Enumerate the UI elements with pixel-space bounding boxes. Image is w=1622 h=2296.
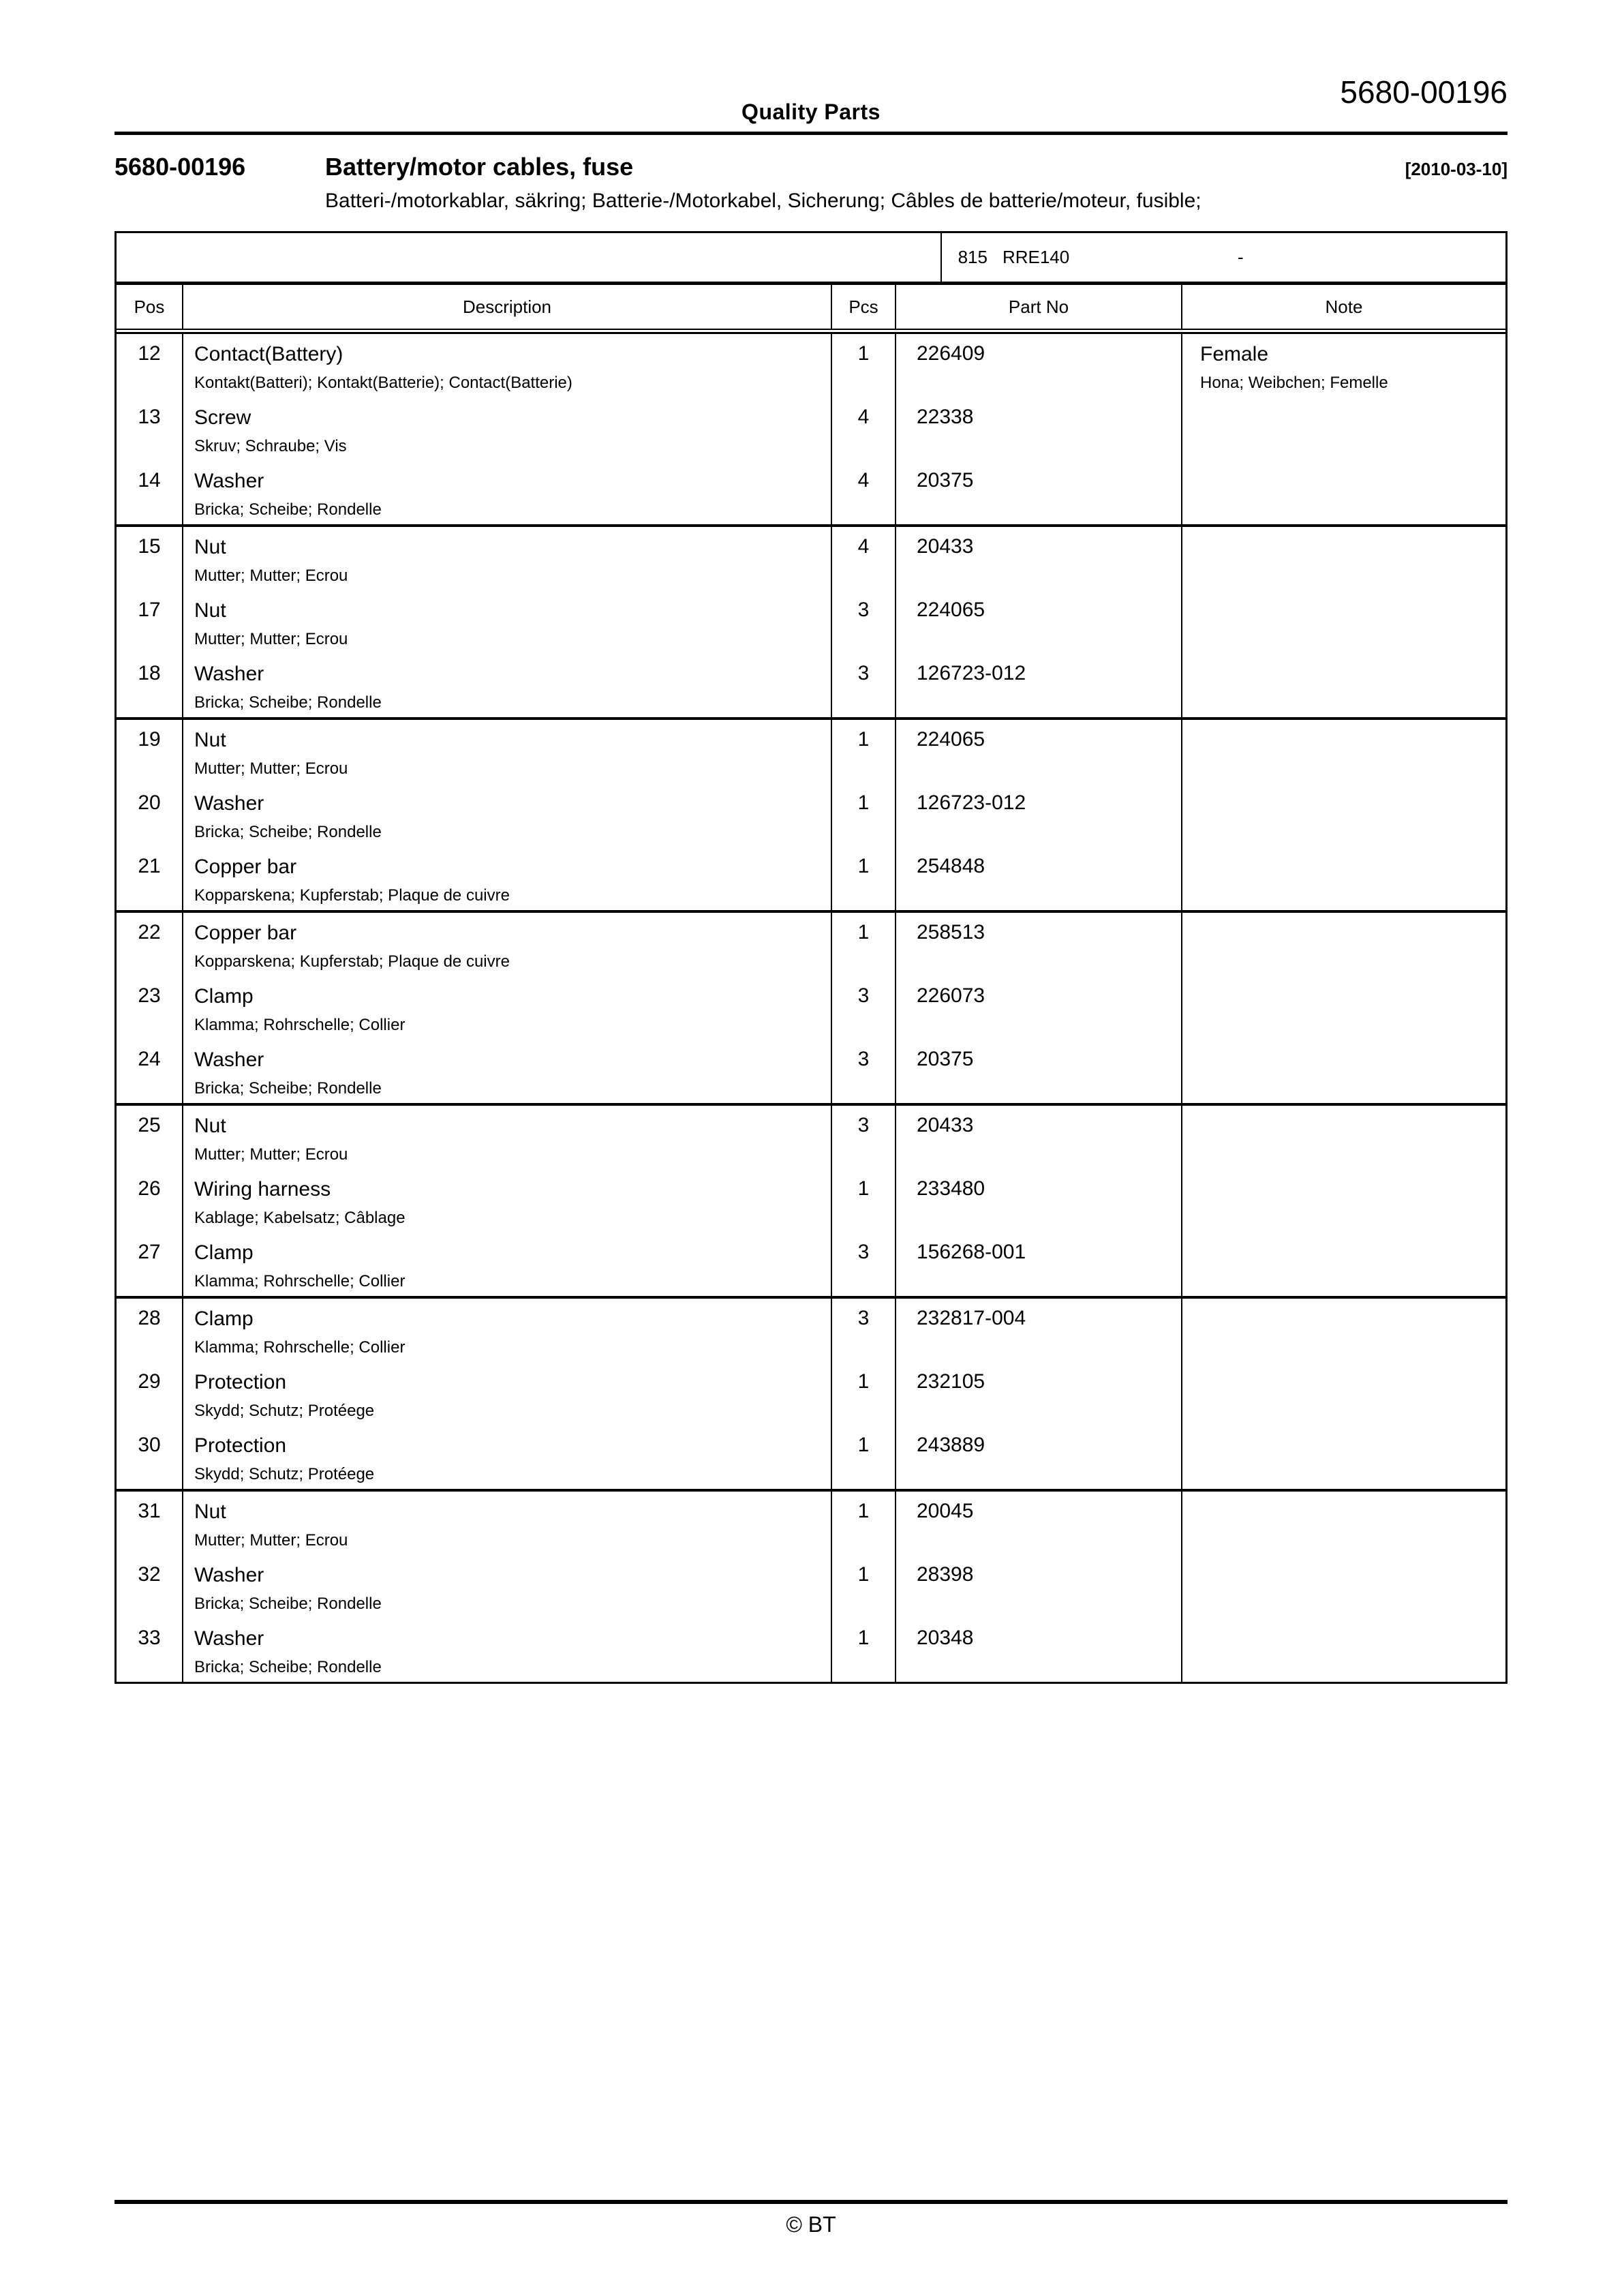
pos-value: 14 <box>138 469 161 492</box>
part-no-value: 22338 <box>917 406 974 428</box>
cell-part-no <box>895 720 1181 783</box>
description-translations: Bricka; Scheibe; Rondelle <box>194 693 382 712</box>
part-no-value: 224065 <box>917 599 985 621</box>
part-no-value: 233480 <box>917 1177 985 1200</box>
pcs-value: 3 <box>857 1307 870 1329</box>
cell-pcs <box>831 1233 895 1296</box>
model-cell <box>942 233 1505 282</box>
cell-description <box>182 461 831 524</box>
pos-value: 21 <box>138 855 161 877</box>
cell-pos <box>117 783 182 847</box>
cell-part-no <box>895 913 1181 976</box>
description-translations: Klamma; Rohrschelle; Collier <box>194 1016 406 1034</box>
part-no-value: 226409 <box>917 342 985 365</box>
description-translations: Bricka; Scheibe; Rondelle <box>194 823 382 841</box>
pos-value: 28 <box>138 1307 161 1329</box>
cell-description <box>182 1425 831 1489</box>
description-translations: Klamma; Rohrschelle; Collier <box>194 1272 406 1290</box>
description-text: Contact(Battery) <box>194 343 343 365</box>
cell-pcs <box>831 1299 895 1362</box>
cell-part-no <box>895 1233 1181 1296</box>
cell-note <box>1181 1169 1505 1233</box>
parts-group <box>117 1296 1505 1489</box>
pcs-value: 1 <box>857 855 870 877</box>
table-row <box>117 1299 1505 1362</box>
pcs-value: 1 <box>857 1434 870 1456</box>
description-text: Washer <box>194 1048 264 1071</box>
cell-part-no <box>895 397 1181 461</box>
description-text: Nut <box>194 536 226 558</box>
table-row <box>117 397 1505 461</box>
description-translations: Mutter; Mutter; Ecrou <box>194 1531 348 1550</box>
parts-group <box>117 910 1505 1103</box>
page-content <box>114 0 1508 2296</box>
parts-group <box>117 524 1505 717</box>
part-no-value: 20375 <box>917 469 974 492</box>
parts-table <box>114 231 1508 1684</box>
cell-pcs <box>831 334 895 397</box>
part-no-value: 126723-012 <box>917 662 1026 684</box>
cell-pcs <box>831 1040 895 1103</box>
part-no-value: 20433 <box>917 1114 974 1136</box>
model-serial-range: - <box>1237 247 1244 267</box>
cell-description <box>182 334 831 397</box>
cell-note <box>1181 590 1505 654</box>
cell-part-no <box>895 1618 1181 1682</box>
description-translations: Mutter; Mutter; Ecrou <box>194 567 348 585</box>
description-text: Nut <box>194 1115 226 1137</box>
description-text: Clamp <box>194 1241 254 1264</box>
parts-group <box>117 334 1505 524</box>
description-text: Washer <box>194 1564 264 1586</box>
pos-value: 33 <box>138 1627 161 1649</box>
cell-description <box>182 1492 831 1555</box>
part-no-value: 156268-001 <box>917 1241 1026 1263</box>
cell-note <box>1181 783 1505 847</box>
description-translations: Skydd; Schutz; Protéege <box>194 1465 375 1483</box>
cell-note <box>1181 1555 1505 1618</box>
cell-pcs <box>831 397 895 461</box>
cell-note <box>1181 527 1505 590</box>
description-translations: Skydd; Schutz; Protéege <box>194 1402 375 1420</box>
cell-note <box>1181 1233 1505 1296</box>
description-translations: Kontakt(Batteri); Kontakt(Batterie); Contact(Batterie) <box>194 374 572 392</box>
part-no-value: 28398 <box>917 1563 974 1586</box>
note-text: Female <box>1200 343 1269 365</box>
cell-description <box>182 1169 831 1233</box>
col-header-pos: Pos <box>134 296 165 317</box>
pos-value: 24 <box>138 1048 161 1070</box>
cell-pcs <box>831 783 895 847</box>
description-translations: Kopparskena; Kupferstab; Plaque de cuivre <box>194 952 510 971</box>
cell-part-no <box>895 783 1181 847</box>
cell-pos <box>117 1233 182 1296</box>
col-header-note: Note <box>1181 285 1505 329</box>
cell-part-no <box>895 590 1181 654</box>
cell-pcs <box>831 1618 895 1682</box>
pos-value: 18 <box>138 662 161 684</box>
pcs-value: 3 <box>857 1048 870 1070</box>
cell-pos <box>117 1362 182 1425</box>
description-text: Clamp <box>194 985 254 1008</box>
table-row <box>117 1555 1505 1618</box>
pcs-value: 3 <box>857 1241 870 1263</box>
pos-value: 20 <box>138 791 161 814</box>
description-text: Nut <box>194 599 226 622</box>
table-row <box>117 1040 1505 1103</box>
cell-description <box>182 1106 831 1169</box>
cell-pcs <box>831 720 895 783</box>
cell-description <box>182 1618 831 1682</box>
table-row <box>117 1106 1505 1169</box>
cell-note <box>1181 654 1505 717</box>
cell-note <box>1181 1299 1505 1362</box>
description-text: Screw <box>194 406 251 429</box>
cell-part-no <box>895 461 1181 524</box>
cell-description <box>182 1299 831 1362</box>
cell-pos <box>117 1106 182 1169</box>
cell-pos <box>117 461 182 524</box>
pos-value: 32 <box>138 1563 161 1586</box>
cell-pos <box>117 720 182 783</box>
part-no-value: 243889 <box>917 1434 985 1456</box>
cell-part-no <box>895 527 1181 590</box>
model-empty-cell <box>117 233 942 282</box>
description-translations: Kablage; Kabelsatz; Câblage <box>194 1209 406 1227</box>
part-no-value: 20045 <box>917 1500 974 1522</box>
cell-pcs <box>831 527 895 590</box>
cell-pos <box>117 654 182 717</box>
cell-description <box>182 654 831 717</box>
model-header-row <box>117 233 1505 285</box>
table-body <box>117 332 1505 1682</box>
table-row <box>117 1362 1505 1425</box>
description-text: Washer <box>194 470 264 492</box>
cell-note <box>1181 1040 1505 1103</box>
cell-pos <box>117 1618 182 1682</box>
pcs-value: 1 <box>857 1627 870 1649</box>
pos-value: 23 <box>138 984 161 1007</box>
page-subtitle: Batteri-/motorkablar, säkring; Batterie-/Motorkabel, Sicherung; Câbles de batterie/moteur, fusible; <box>325 190 1202 212</box>
pos-value: 31 <box>138 1500 161 1522</box>
table-row <box>117 976 1505 1040</box>
cell-pcs <box>831 461 895 524</box>
table-row <box>117 590 1505 654</box>
cell-pos <box>117 1492 182 1555</box>
cell-pcs <box>831 1106 895 1169</box>
cell-pos <box>117 976 182 1040</box>
table-row <box>117 654 1505 717</box>
cell-description <box>182 847 831 910</box>
table-row <box>117 1425 1505 1489</box>
cell-pos <box>117 397 182 461</box>
table-header-row <box>117 285 1505 330</box>
pcs-value: 1 <box>857 1370 870 1393</box>
description-translations: Mutter; Mutter; Ecrou <box>194 1145 348 1164</box>
cell-pos <box>117 1169 182 1233</box>
description-text: Nut <box>194 729 226 751</box>
cell-pcs <box>831 913 895 976</box>
cell-pcs <box>831 1169 895 1233</box>
cell-pcs <box>831 976 895 1040</box>
table-row <box>117 527 1505 590</box>
cell-pos <box>117 913 182 976</box>
pcs-value: 3 <box>857 662 870 684</box>
pos-value: 22 <box>138 921 161 943</box>
pcs-value: 1 <box>857 728 870 751</box>
table-row <box>117 1492 1505 1555</box>
cell-pcs <box>831 1425 895 1489</box>
cell-part-no <box>895 1425 1181 1489</box>
pcs-value: 1 <box>857 1563 870 1586</box>
col-header-part-no: Part No <box>895 285 1181 329</box>
doc-number-header: 5680-00196 <box>1340 74 1508 110</box>
pos-value: 25 <box>138 1114 161 1136</box>
description-text: Copper bar <box>194 922 297 944</box>
table-row <box>117 847 1505 910</box>
cell-description <box>182 590 831 654</box>
cell-part-no <box>895 1362 1181 1425</box>
part-no-value: 232817-004 <box>917 1307 1026 1329</box>
revision-date: [2010-03-10] <box>1405 159 1508 179</box>
cell-part-no <box>895 847 1181 910</box>
note-translations: Hona; Weibchen; Femelle <box>1200 374 1388 392</box>
description-translations: Bricka; Scheibe; Rondelle <box>194 1658 382 1676</box>
description-translations: Skruv; Schraube; Vis <box>194 437 347 455</box>
cell-part-no <box>895 1492 1181 1555</box>
cell-description <box>182 976 831 1040</box>
cell-pos <box>117 1299 182 1362</box>
description-translations: Mutter; Mutter; Ecrou <box>194 630 348 648</box>
table-row <box>117 783 1505 847</box>
cell-pcs <box>831 847 895 910</box>
description-text: Protection <box>194 1371 287 1393</box>
pcs-value: 1 <box>857 921 870 943</box>
cell-note <box>1181 976 1505 1040</box>
col-header-description: Description <box>182 285 831 329</box>
cell-note <box>1181 913 1505 976</box>
pcs-value: 1 <box>857 1500 870 1522</box>
description-translations: Bricka; Scheibe; Rondelle <box>194 500 382 519</box>
description-translations: Mutter; Mutter; Ecrou <box>194 759 348 778</box>
pcs-value: 1 <box>857 342 870 365</box>
cell-pos <box>117 590 182 654</box>
title-code: 5680-00196 <box>114 153 246 181</box>
pos-value: 26 <box>138 1177 161 1200</box>
cell-pos <box>117 1040 182 1103</box>
part-no-value: 232105 <box>917 1370 985 1393</box>
cell-part-no <box>895 654 1181 717</box>
cell-part-no <box>895 1106 1181 1169</box>
cell-pos <box>117 1425 182 1489</box>
pos-value: 30 <box>138 1434 161 1456</box>
cell-note <box>1181 1618 1505 1682</box>
header-divider <box>114 132 1508 135</box>
cell-description <box>182 1555 831 1618</box>
cell-part-no <box>895 1169 1181 1233</box>
description-translations: Kopparskena; Kupferstab; Plaque de cuivre <box>194 886 510 905</box>
description-translations: Klamma; Rohrschelle; Collier <box>194 1338 406 1357</box>
pos-value: 15 <box>138 535 161 558</box>
table-row <box>117 913 1505 976</box>
table-row <box>117 1618 1505 1682</box>
cell-note <box>1181 334 1505 397</box>
pos-value: 13 <box>138 406 161 428</box>
description-text: Washer <box>194 663 264 685</box>
cell-pos <box>117 1555 182 1618</box>
cell-note <box>1181 1362 1505 1425</box>
description-text: Clamp <box>194 1308 254 1330</box>
description-text: Protection <box>194 1434 287 1457</box>
cell-pcs <box>831 654 895 717</box>
part-no-value: 20348 <box>917 1627 974 1649</box>
pos-value: 12 <box>138 342 161 365</box>
cell-part-no <box>895 976 1181 1040</box>
parts-group <box>117 717 1505 910</box>
footer-copyright: © BT <box>786 2212 836 2237</box>
pos-value: 19 <box>138 728 161 751</box>
page-title: Battery/motor cables, fuse <box>325 153 634 181</box>
table-row <box>117 334 1505 397</box>
cell-pcs <box>831 1362 895 1425</box>
table-row <box>117 720 1505 783</box>
cell-part-no <box>895 1299 1181 1362</box>
col-header-pcs: Pcs <box>831 285 895 329</box>
part-no-value: 258513 <box>917 921 985 943</box>
pcs-value: 4 <box>857 535 870 558</box>
pcs-value: 3 <box>857 984 870 1007</box>
cell-part-no <box>895 1555 1181 1618</box>
footer-divider <box>114 2200 1508 2204</box>
cell-pcs <box>831 590 895 654</box>
description-text: Nut <box>194 1500 226 1523</box>
cell-note <box>1181 847 1505 910</box>
part-no-value: 126723-012 <box>917 791 1026 814</box>
cell-description <box>182 783 831 847</box>
table-row <box>117 1169 1505 1233</box>
cell-pos <box>117 527 182 590</box>
pcs-value: 1 <box>857 1177 870 1200</box>
table-row <box>117 1233 1505 1296</box>
model-name: RRE140 <box>1002 247 1070 267</box>
cell-note <box>1181 720 1505 783</box>
description-text: Copper bar <box>194 856 297 878</box>
cell-description <box>182 1040 831 1103</box>
cell-pos <box>117 847 182 910</box>
description-translations: Bricka; Scheibe; Rondelle <box>194 1079 382 1098</box>
parts-group <box>117 1489 1505 1682</box>
part-no-value: 20433 <box>917 535 974 558</box>
cell-note <box>1181 397 1505 461</box>
part-no-value: 20375 <box>917 1048 974 1070</box>
pos-value: 29 <box>138 1370 161 1393</box>
brand-header: Quality Parts <box>741 100 881 124</box>
cell-description <box>182 913 831 976</box>
pcs-value: 3 <box>857 1114 870 1136</box>
description-text: Wiring harness <box>194 1178 331 1200</box>
pos-value: 17 <box>138 599 161 621</box>
cell-description <box>182 1362 831 1425</box>
part-no-value: 224065 <box>917 728 985 751</box>
table-row <box>117 461 1505 524</box>
pcs-value: 1 <box>857 791 870 814</box>
part-no-value: 226073 <box>917 984 985 1007</box>
cell-note <box>1181 1425 1505 1489</box>
description-text: Washer <box>194 1627 264 1650</box>
pcs-value: 4 <box>857 406 870 428</box>
cell-part-no <box>895 334 1181 397</box>
cell-pcs <box>831 1555 895 1618</box>
cell-note <box>1181 461 1505 524</box>
part-no-value: 254848 <box>917 855 985 877</box>
description-translations: Bricka; Scheibe; Rondelle <box>194 1595 382 1613</box>
description-text: Washer <box>194 792 264 815</box>
cell-description <box>182 720 831 783</box>
cell-note <box>1181 1106 1505 1169</box>
cell-description <box>182 397 831 461</box>
pcs-value: 3 <box>857 599 870 621</box>
cell-description <box>182 527 831 590</box>
model-code: 815 <box>958 247 988 267</box>
parts-group <box>117 1103 1505 1296</box>
pos-value: 27 <box>138 1241 161 1263</box>
pcs-value: 4 <box>857 469 870 492</box>
cell-note <box>1181 1492 1505 1555</box>
cell-pos <box>117 334 182 397</box>
cell-description <box>182 1233 831 1296</box>
cell-part-no <box>895 1040 1181 1103</box>
cell-pcs <box>831 1492 895 1555</box>
